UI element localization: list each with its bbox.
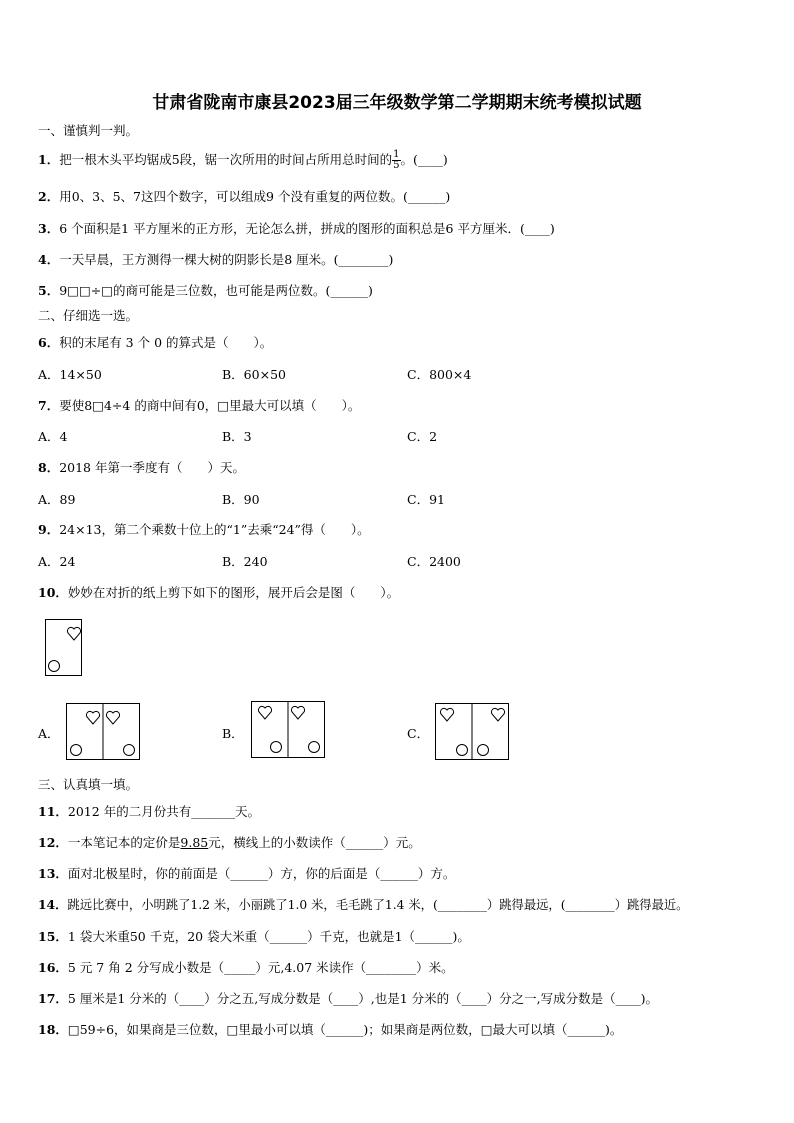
option-b-figure[interactable] [251, 701, 327, 759]
question-17 [38, 989, 658, 1007]
option-b[interactable]: B． [222, 726, 244, 741]
option-c-figure[interactable] [435, 703, 511, 761]
question-number: 18． [38, 1022, 68, 1037]
question-text: 6 个面积是1 平方厘米的正方形，无论怎么拼，拼成的图形的面积总是6 平方厘米．(____) [59, 221, 555, 236]
circle-icon [71, 745, 82, 756]
question-15 [38, 927, 470, 945]
question-3 [38, 219, 555, 237]
circle-icon [478, 745, 489, 756]
question-16 [38, 958, 454, 976]
folded-paper-figure [45, 619, 83, 677]
option-a[interactable]: A．89 [38, 492, 76, 507]
question-text: 2018 年第一季度有（ ）天。 [59, 460, 245, 475]
section-1-heading: 一、谨慎判一判。 [38, 123, 139, 138]
option-b[interactable]: B．90 [222, 492, 260, 507]
question-text: 元，横线上的小数读作（______）元。 [208, 835, 421, 850]
option-a[interactable]: A．14×50 [38, 367, 102, 382]
heart-icon [106, 711, 119, 724]
question-10 [38, 583, 399, 601]
heart-icon [291, 706, 304, 719]
question-number: 17． [38, 991, 68, 1006]
question-text: 面对北极星时，你的前面是（______）方，你的后面是（______）方。 [67, 866, 456, 881]
question-number: 2． [38, 189, 60, 204]
option-b[interactable]: B．60×50 [222, 367, 286, 382]
underlined-price: 9.85 [180, 835, 209, 850]
question-text: 一本笔记本的定价是 [67, 835, 181, 850]
question-number: 8． [38, 460, 60, 475]
question-number: 1． [38, 152, 60, 167]
circle-icon [457, 745, 468, 756]
circle-icon [271, 742, 282, 753]
question-2 [38, 187, 450, 205]
heart-icon [86, 711, 99, 724]
fraction-numerator: 1 [393, 149, 400, 160]
circle-icon [124, 745, 135, 756]
question-text: 要使8□4÷4 的商中间有0，□里最大可以填（ ）。 [59, 398, 361, 413]
fraction-denominator: 5 [393, 160, 400, 171]
question-number: 12． [38, 835, 68, 850]
question-number: 15． [38, 929, 68, 944]
question-number: 16． [38, 960, 68, 975]
question-text: 跳远比赛中，小明跳了1.2 米，小丽跳了1.0 米，毛毛跳了1.4 米，(________）跳得最远，(________）跳得最近。 [67, 898, 689, 912]
option-b[interactable]: B．3 [222, 429, 252, 444]
question-text: 1 袋大米重50 千克，20 袋大米重（______）千克，也就是1（______)。 [67, 929, 470, 944]
question-5 [38, 281, 373, 299]
question-number: 6． [38, 335, 60, 350]
question-text: 妙妙在对折的纸上剪下如下的图形，展开后会是图（ ）。 [67, 585, 400, 600]
question-18 [38, 1020, 622, 1038]
question-text: 2012 年的二月份共有_______天。 [67, 804, 260, 819]
question-text: 5 元 7 角 2 分写成小数是（_____）元,4.07 米读作（________）米。 [67, 960, 454, 975]
question-number: 4． [38, 252, 60, 267]
option-a[interactable]: A．4 [38, 429, 68, 444]
heart-icon [258, 706, 271, 719]
question-number: 11． [38, 804, 68, 819]
heart-icon [491, 708, 504, 721]
option-a[interactable]: A．24 [38, 554, 76, 569]
question-text: 24×13，第二个乘数十位上的“1”去乘“24”得（ ）。 [59, 522, 370, 537]
question-14 [38, 895, 688, 913]
option-c[interactable]: C．91 [407, 492, 445, 507]
question-number: 10． [38, 585, 68, 600]
question-number: 3． [38, 221, 60, 236]
option-c[interactable]: C．800×4 [407, 367, 472, 382]
question-number: 14． [38, 897, 68, 912]
question-6 [38, 333, 272, 351]
question-7 [38, 396, 360, 414]
question-number: 5． [38, 283, 60, 298]
circle-icon [309, 742, 320, 753]
question-number: 9． [38, 522, 60, 537]
question-number: 7． [38, 398, 60, 413]
question-answer-blank[interactable]: 。(____) [400, 152, 448, 167]
question-9 [38, 520, 370, 538]
question-text: 9□□÷□的商可能是三位数，也可能是两位数。(______) [59, 283, 373, 298]
section-2-heading: 二、仔细选一选。 [38, 308, 139, 323]
option-a[interactable]: A． [38, 726, 60, 741]
section-3-heading: 三、认真填一填。 [38, 777, 139, 792]
page-title: 甘肃省陇南市康县2023届三年级数学第二学期期末统考模拟试题 [152, 93, 642, 113]
option-c[interactable]: C． [407, 726, 430, 741]
option-b[interactable]: B．240 [222, 554, 268, 569]
question-4 [38, 250, 393, 268]
question-8 [38, 458, 245, 476]
heart-icon [440, 708, 453, 721]
question-13 [38, 864, 455, 882]
heart-icon [67, 627, 80, 640]
question-text: □59÷6，如果商是三位数，□里最小可以填（______)；如果商是两位数，□最大可以填（______)。 [67, 1022, 623, 1037]
question-text: 一天早晨，王方测得一棵大树的阴影长是8 厘米。(________) [59, 252, 394, 267]
question-1 [38, 150, 448, 171]
question-text: 把一根木头平均锯成5段，锯一次所用的时间占所用总时间的 [59, 152, 393, 167]
fraction [392, 150, 400, 171]
question-12 [38, 833, 421, 851]
question-11 [38, 802, 260, 820]
question-number: 13． [38, 866, 68, 881]
question-text: 用0、3、5、7这四个数字，可以组成9 个没有重复的两位数。(______) [59, 189, 451, 204]
question-text: 5 厘米是1 分米的（____）分之五,写成分数是（____）,也是1 分米的（____）分之一,写成分数是（____)。 [67, 991, 658, 1006]
question-text: 积的末尾有 3 个 0 的算式是（ ）。 [59, 335, 273, 350]
option-c[interactable]: C．2400 [407, 554, 461, 569]
option-a-figure[interactable] [66, 703, 142, 761]
circle-icon [49, 661, 60, 672]
option-c[interactable]: C．2 [407, 429, 438, 444]
